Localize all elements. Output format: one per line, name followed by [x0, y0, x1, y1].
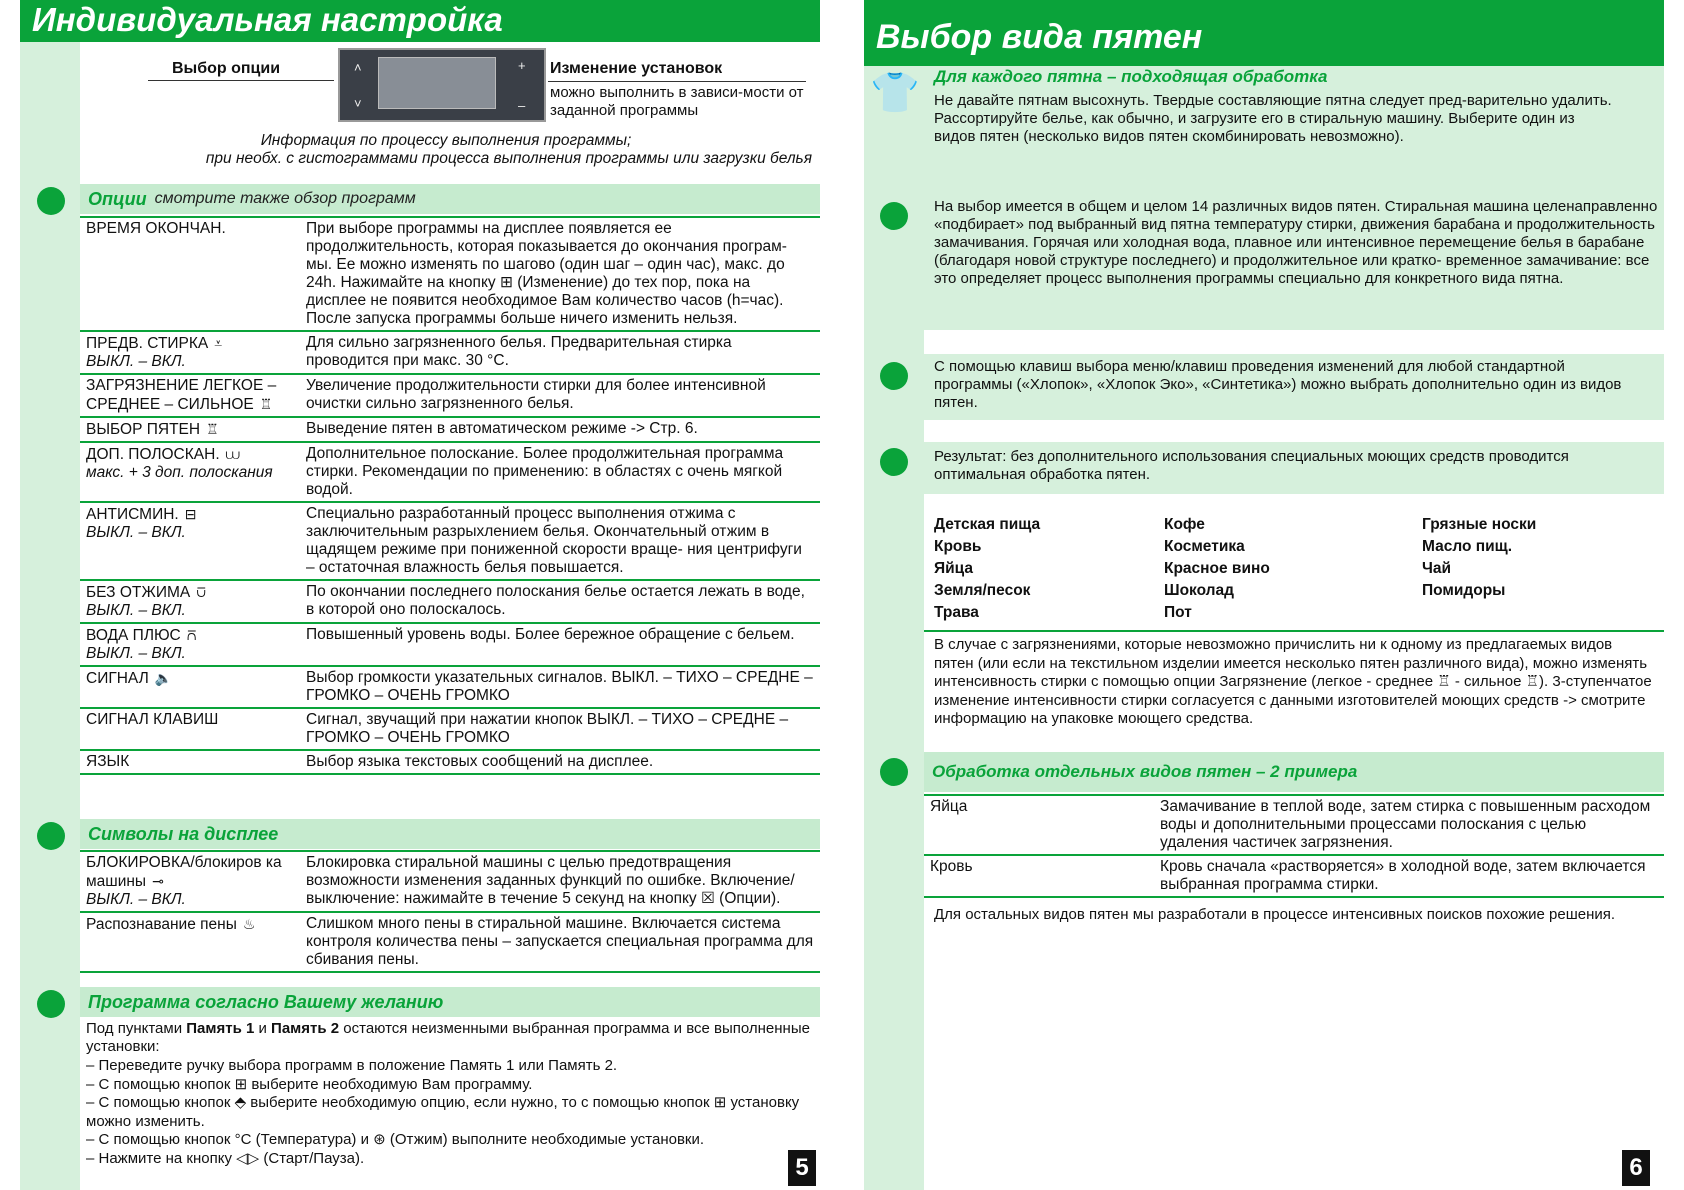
- stain-type: Косметика: [1164, 538, 1245, 555]
- symbols-heading: [80, 819, 820, 849]
- symbols-heading-text: Символы на дисплее: [88, 823, 279, 844]
- row-label: [80, 503, 300, 579]
- options-table: [80, 216, 820, 775]
- option-icon: ⊸: [152, 873, 164, 889]
- program-step: – С помощью кнопок ⊞ выберите необходимую Вам программу.: [86, 1075, 533, 1093]
- stain-type: Земля/песок: [934, 582, 1031, 599]
- stain-type: Шоколад: [1164, 582, 1234, 599]
- option-up-key[interactable]: ˄: [354, 60, 362, 75]
- program-intro-part: остаются неизменными выбранная программа и все выполненные установки:: [86, 1020, 810, 1055]
- info-line-2: при необх. с гистограммами процесса выполнения программы или загрузки белья: [205, 150, 812, 167]
- row-name: Яйца: [930, 798, 968, 815]
- display-screen: [378, 57, 496, 109]
- row-name: БЛОКИРОВКА/блокиров ка машины: [86, 854, 282, 890]
- bullet-dot: [37, 990, 65, 1018]
- stain-type: Грязные носки: [1422, 516, 1537, 533]
- row-description: Слишком много пены в стиральной машине. Включается система контроля количества пены – запускается специальная программа для сбивания пены.: [306, 915, 814, 968]
- program-step: – С помощью кнопок ⬘ выберите необходимую опцию, если нужно, то с помощью кнопок ⊞ установку можно изменить.: [86, 1094, 800, 1130]
- row-description: Для сильно загрязненного белья. Предварительная стирка проводится при макс. 30 °C.: [306, 334, 732, 369]
- option-icon: ⩂: [196, 584, 207, 600]
- row-description: Замачивание в теплой воде, затем стирка с повышенным расходом воды и дополнительными процессами полоскания с целью удаления частичек загрязнения.: [1160, 798, 1651, 851]
- para-6: Для остальных видов пятен мы разработали в процессе интенсивных поисков похожие решения.: [934, 906, 1616, 923]
- row-label: [80, 751, 300, 773]
- option-down-key[interactable]: ˅: [354, 96, 362, 111]
- row-name: СИГНАЛ: [86, 670, 149, 687]
- sub-heading: Для каждого пятна – подходящая обработка: [934, 67, 1328, 86]
- stain-type: Помидоры: [1422, 582, 1506, 599]
- shirt-icon: 👕: [870, 71, 920, 115]
- stain-type: Красное вино: [1164, 560, 1270, 577]
- row-name: ВРЕМЯ ОКОНЧАН.: [86, 220, 226, 237]
- table-row: [80, 503, 820, 581]
- options-heading: [80, 184, 820, 214]
- row-label: [924, 796, 1154, 854]
- row-name: ВЫБОР ПЯТЕН: [86, 421, 201, 438]
- left-margin-strip: [864, 0, 924, 1190]
- table-row: [924, 796, 1664, 856]
- row-name: БЕЗ ОТЖИМА: [86, 584, 191, 601]
- row-label: [80, 667, 300, 707]
- table-row: [80, 375, 820, 418]
- table-row: [80, 218, 820, 332]
- row-label: [80, 624, 300, 665]
- table-row: [80, 709, 820, 751]
- row-description: При выборе программы на дисплее появляется ее продолжительность, которая показывается до окончания програм- мы. Ее можно изменять по шагово (один шаг – один час), макс. до 24h. Нажимайте на кнопку ⊞ (Изменение) до тех пор, пока на дисплее не появится необходимое Вам количество часов (h=час). После запуска программы больше ничего изменить нельзя.: [306, 220, 787, 327]
- options-heading-sub: смотрите также обзор программ: [154, 190, 416, 207]
- row-description: Сигнал, звучащий при нажатии кнопок ВЫКЛ. – ТИХО – СРЕДНЕ – ГРОМКО – ОЧЕНЬ ГРОМКО: [306, 711, 789, 746]
- row-label: [80, 709, 300, 749]
- examples-table: [924, 794, 1664, 898]
- row-sub: ВЫКЛ. – ВКЛ.: [86, 353, 186, 370]
- bullet-dot: [37, 822, 65, 850]
- program-step: – Нажмите на кнопку ◁▷ (Старт/Пауза).: [86, 1149, 365, 1167]
- stains-grid: [934, 516, 1664, 622]
- examples-heading-text: Обработка отдельных видов пятен – 2 примера: [932, 762, 1358, 781]
- stain-type: Трава: [934, 604, 979, 621]
- stain-type: Яйца: [934, 560, 974, 577]
- row-sub: ВЫКЛ. – ВКЛ.: [86, 602, 186, 619]
- option-icon: ⩡: [214, 335, 223, 351]
- row-description: Выведение пятен в автоматическом режиме -> Стр. 6.: [306, 420, 698, 437]
- bullet-dot: [880, 202, 908, 230]
- table-row: [80, 418, 820, 443]
- panel-label-right-text: можно выполнить в зависи-мости от заданной программы: [550, 84, 804, 119]
- symbols-table: [80, 850, 820, 973]
- table-row: [80, 667, 820, 709]
- info-line-1: Информация по процессу выполнения программы;: [260, 132, 632, 149]
- row-label: [80, 581, 300, 622]
- bullet-dot: [880, 758, 908, 786]
- row-sub: ВЫКЛ. – ВКЛ.: [86, 645, 186, 662]
- program-steps: [86, 1057, 814, 1168]
- table-row: [80, 581, 820, 624]
- program-intro-memory-2: Память 2: [271, 1020, 340, 1037]
- row-description: Специально разработанный процесс выполнения отжима с заключительным разрыхлением белья. Окончательный отжим в щадящем режиме при пониженной скорости враще- ния центрифуги – остаточная влажность белья повышается.: [306, 505, 802, 576]
- bullet-dot: [880, 362, 908, 390]
- para-1: Не давайте пятнам высохнуть. Твердые составляющие пятна следует пред-варительно удалить. Рассортируйте белье, как обычно, и загрузите его в стиральную машину. Выберите один из видов пятен (несколько видов пятен скомбинировать невозможно).: [934, 92, 1612, 145]
- program-step: – Переведите ручку выбора программ в положение Память 1 или Память 2.: [86, 1057, 618, 1074]
- row-description: Выбор громкости указательных сигналов. ВЫКЛ. – ТИХО – СРЕДНЕ – ГРОМКО – ОЧЕНЬ ГРОМКО: [306, 669, 813, 704]
- stains-rule: [924, 630, 1664, 632]
- bullet-dot: [37, 187, 65, 215]
- examples-heading: [924, 752, 1664, 792]
- para-5: В случае с загрязнениями, которые невозможно причислить ни к одному из предлагаемых видов пятен (или если на текстильном изделии имеется несколько пятен различного вида), можно изменять интенсивность стирки с помощью опции Загрязнение (легкое - среднее ♖ - сильное ♖). 3-ступенчатое изменение интенсивности стирки согласуется с данными изготовителей моющих средств -> смотрите информацию на упаковке моющего средства.: [934, 636, 1652, 727]
- row-sub: ВЫКЛ. – ВКЛ.: [86, 891, 186, 908]
- stain-type: [1422, 604, 1682, 622]
- program-intro-part: и: [254, 1020, 272, 1037]
- program-intro: [86, 1020, 814, 1056]
- program-heading-text: Программа согласно Вашему желанию: [88, 991, 444, 1012]
- stain-type: Чай: [1422, 560, 1452, 577]
- row-name: АНТИСМИН.: [86, 506, 179, 523]
- page-6: [842, 0, 1684, 1190]
- row-description: Повышенный уровень воды. Более бережное обращение с бельем.: [306, 626, 795, 643]
- option-icon: ♖: [259, 396, 273, 412]
- para-4: Результат: без дополнительного использования специальных моющих средств проводится оптимальная обработка пятен.: [934, 448, 1569, 483]
- row-label: [80, 375, 300, 416]
- table-row: [80, 852, 820, 913]
- option-icon: ⩊: [225, 446, 240, 462]
- page-number: 6: [1622, 1150, 1650, 1186]
- row-description: По окончании последнего полоскания белье остается лежать в воде, в которой оно полоскалось.: [306, 583, 805, 618]
- table-row: [80, 751, 820, 775]
- stain-type: Кофе: [1164, 516, 1205, 533]
- para-2: На выбор имеется в общем и целом 14 различных видов пятен. Стиральная машина целенаправленно «подбирает» под выбранный вид пятна температуру стирки, движения барабана и продолжительность замачивания. Горячая или холодная вода, плавное или интенсивное перемещение белья в барабане (благодаря новой структуре последнего) и продолжительное или кратко- временное замачивание: все это определяет процесс выполнения программы специально для конкретного вида пятна.: [934, 198, 1658, 287]
- row-name: Кровь: [930, 858, 973, 875]
- row-label: [80, 418, 300, 441]
- minus-key[interactable]: –: [518, 98, 526, 113]
- row-label: [80, 913, 300, 971]
- panel-label-left: Выбор опции: [172, 60, 281, 77]
- row-name: ВОДА ПЛЮС: [86, 627, 181, 644]
- stain-type: Детская пища: [934, 516, 1041, 533]
- panel-line-right: [548, 81, 806, 82]
- stain-type: Пот: [1164, 604, 1192, 621]
- row-label: [924, 856, 1154, 896]
- table-row: [80, 332, 820, 375]
- program-intro-memory-1: Память 1: [186, 1020, 255, 1037]
- option-icon: ⊟: [184, 506, 197, 522]
- program-heading: [80, 987, 820, 1017]
- option-icon: ⩃: [186, 627, 197, 643]
- row-description: Увеличение продолжительности стирки для более интенсивной очистки сильно загрязненного белья.: [306, 377, 766, 412]
- para-3: С помощью клавиш выбора меню/клавиш проведения изменений для любой стандартной программы («Хлопок», «Хлопок Эко», «Синтетика») можно выбрать дополнительно один из видов пятен.: [934, 358, 1622, 411]
- program-step: – С помощью кнопок °C (Температура) и ⊛ (Отжим) выполните необходимые установки.: [86, 1131, 705, 1148]
- row-description: Блокировка стиральной машины с целью предотвращения возможности изменения заданных функций по ошибке. Включение/выключение: нажимайте в течение 5 секунд на кнопку ☒ (Опции).: [306, 854, 795, 907]
- row-name: ДОП. ПОЛОСКАН.: [86, 446, 220, 463]
- page-title: Выбор вида пятен: [864, 0, 1664, 66]
- table-row: [80, 443, 820, 503]
- option-icon: ♨: [242, 916, 256, 932]
- row-name: ЗАГРЯЗНЕНИЕ ЛЕГКОЕ – СРЕДНЕЕ – СИЛЬНОЕ: [86, 377, 277, 413]
- bullet-dot: [880, 448, 908, 476]
- row-name: ЯЗЫК: [86, 753, 130, 770]
- options-heading-text: Опции: [88, 188, 147, 209]
- stain-type: Масло пищ.: [1422, 538, 1513, 555]
- page-title: Индивидуальная настройка: [20, 0, 820, 42]
- row-description: Дополнительное полоскание. Более продолжительная программа стирки. Рекомендации по применению: в областях с очень мягкой водой.: [306, 445, 784, 498]
- row-sub: ВЫКЛ. – ВКЛ.: [86, 524, 186, 541]
- row-description: Кровь сначала «растворяется» в холодной воде, затем включается выбранная программа стирки.: [1160, 858, 1646, 893]
- row-label: [80, 332, 300, 373]
- program-intro-part: Под пунктами: [86, 1020, 187, 1037]
- row-name: Распознавание пены: [86, 916, 237, 933]
- row-name: ПРЕДВ. СТИРКА: [86, 335, 209, 352]
- option-icon: 🔈: [154, 670, 173, 686]
- option-icon: ♖: [206, 421, 219, 437]
- row-label: [80, 218, 300, 330]
- row-label: [80, 443, 300, 501]
- row-name: СИГНАЛ КЛАВИШ: [86, 711, 219, 728]
- page-number: 5: [788, 1150, 816, 1186]
- control-panel: [338, 48, 546, 122]
- row-sub: макс. + 3 доп. полоскания: [86, 464, 273, 481]
- panel-label-right-title: Изменение установок: [550, 60, 723, 77]
- table-row: [80, 913, 820, 973]
- table-row: [924, 856, 1664, 898]
- plus-key[interactable]: +: [518, 58, 526, 73]
- panel-line-left: [148, 80, 334, 81]
- stain-type: Кровь: [934, 538, 982, 555]
- row-label: [80, 852, 300, 911]
- table-row: [80, 624, 820, 667]
- row-description: Выбор языка текстовых сообщений на дисплее.: [306, 753, 654, 770]
